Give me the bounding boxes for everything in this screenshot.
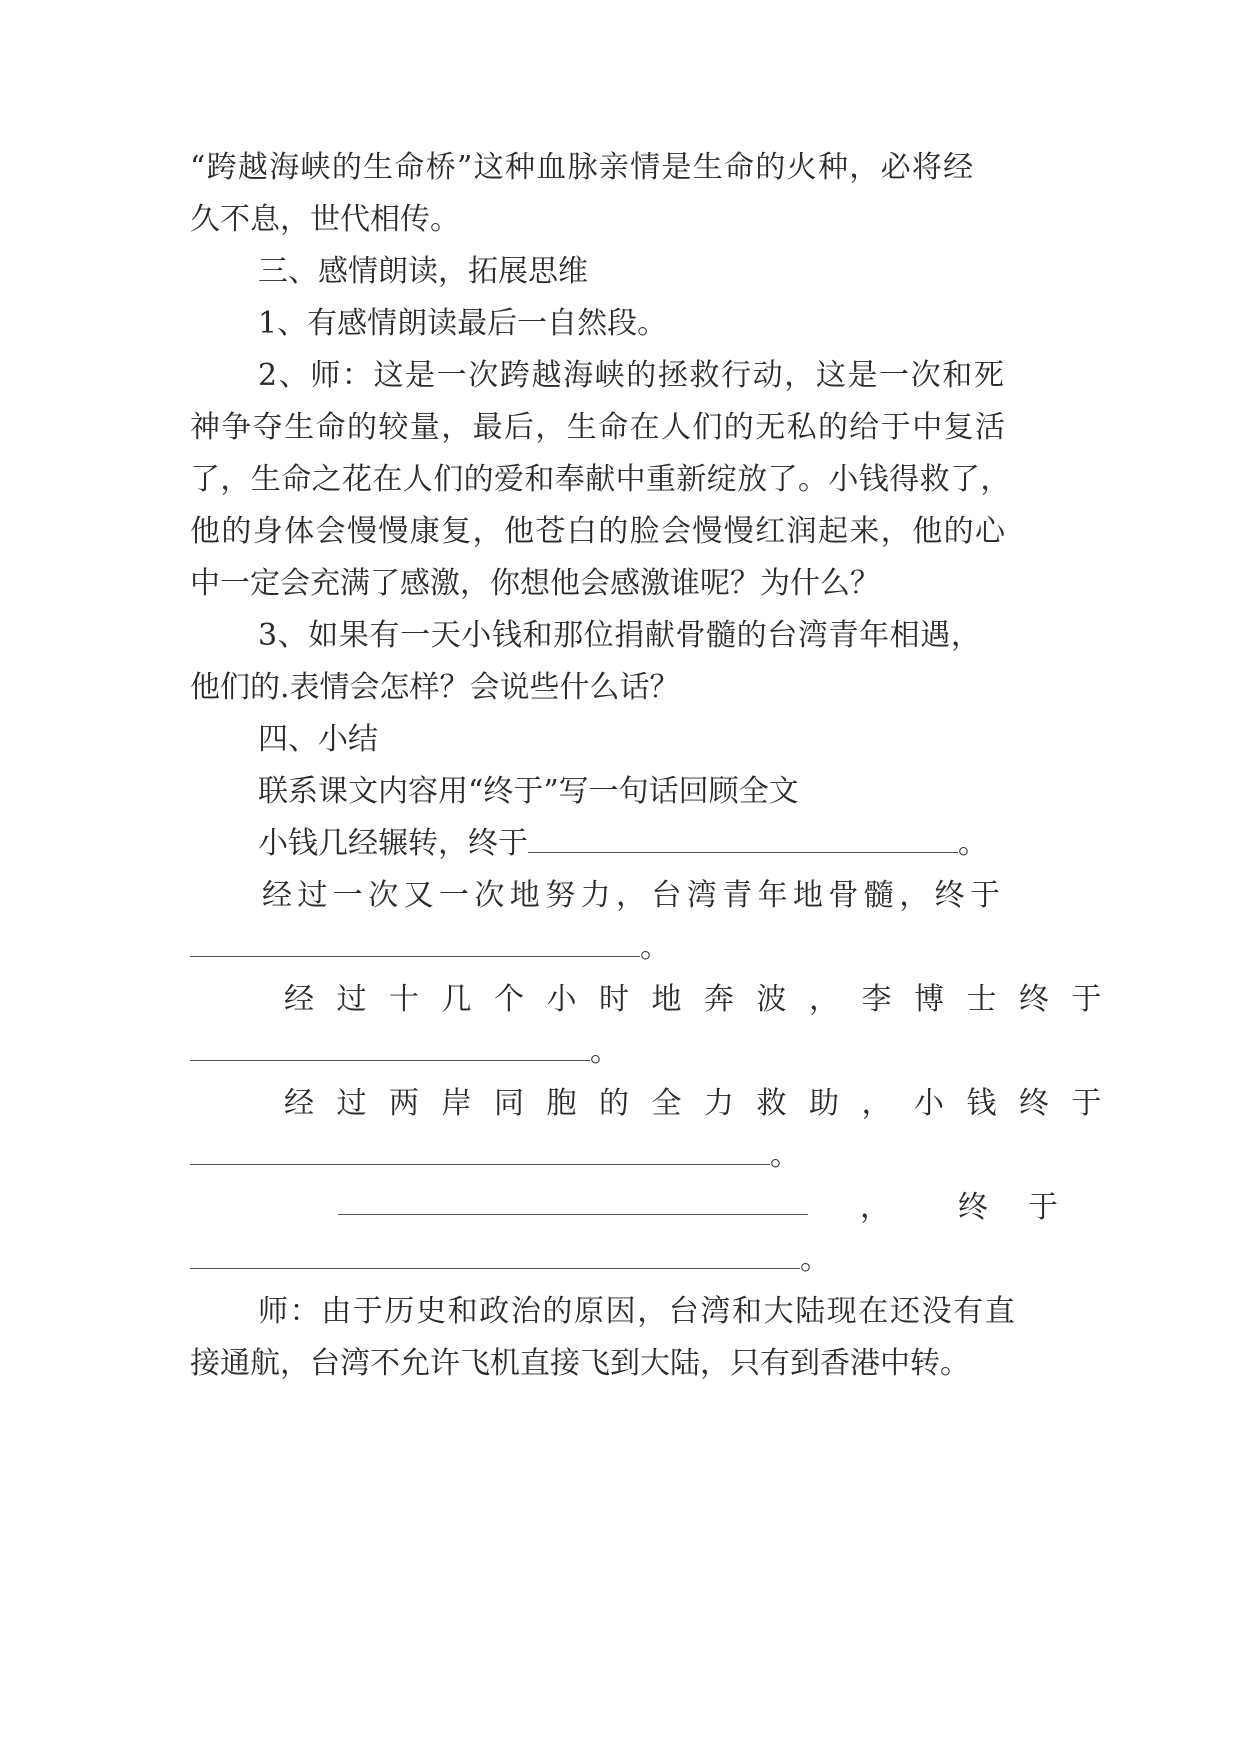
fill-prefix: 小钱几经辗转，终于: [258, 826, 528, 861]
answer-blank[interactable]: [190, 1240, 800, 1269]
section-heading: 三、感情朗读，拓展思维: [258, 254, 588, 289]
paragraph-line: 接通航，台湾不允许飞机直接飞到大陆，只有到香港中转。: [190, 1346, 970, 1381]
teacher-remark: 师：由于历史和政治的原因，台湾和大陆现在还没有直: [258, 1294, 1017, 1329]
paragraph-line: 他的身体会慢慢康复，他苍白的脸会慢慢红润起来，他的心: [190, 514, 1007, 549]
fill-comma: ，: [860, 1190, 890, 1225]
fill-suffix: 。: [800, 1242, 830, 1277]
fill-suffix: 。: [640, 930, 670, 965]
text-line: “跨越海峡的生命桥”这种血脉亲情是生命的火种，必将经: [190, 150, 975, 185]
fill-suffix: 。: [958, 826, 988, 861]
fill-in-line: [258, 822, 1060, 866]
paragraph-line: 他们的.表情会怎样？会说些什么话？: [190, 670, 680, 705]
answer-blank[interactable]: [190, 928, 640, 957]
summary-instruction: 联系课文内容用“终于”写一句话回顾全文: [258, 774, 799, 809]
section-heading: 四、小结: [258, 722, 378, 757]
list-item: 3、如果有一天小钱和那位捐献骨髓的台湾青年相遇，: [258, 618, 982, 653]
paragraph-line: 久不息，世代相传。: [190, 202, 460, 237]
paragraph-line: [190, 146, 1060, 190]
fill-in-line: [190, 926, 670, 970]
fill-suffix: 。: [590, 1034, 620, 1069]
fill-in-line: [190, 1030, 620, 1074]
paragraph-line: 中一定会充满了感激，你想他会感激谁呢？为什么？: [190, 566, 880, 601]
answer-blank[interactable]: [528, 826, 958, 853]
fill-in-line: [190, 1134, 800, 1178]
fill-in-line: 经过两岸同胞的全力救助，小钱终于: [284, 1086, 1124, 1121]
answer-blank[interactable]: [190, 1136, 770, 1165]
fill-in-line: [190, 1238, 830, 1282]
answer-blank[interactable]: [338, 1186, 808, 1215]
answer-blank[interactable]: [190, 1032, 590, 1061]
fill-in-line: 经过一次又一次地努力，台湾青年地骨髓，终于: [262, 878, 1006, 913]
fill-in-line: [190, 1186, 1098, 1230]
paragraph-line: 神争夺生命的较量，最后，生命在人们的无私的给于中复活: [190, 410, 1007, 445]
list-item: 1、有感情朗读最后一自然段。: [258, 306, 668, 341]
fill-in-line: 经过十几个小时地奔波，李博士终于: [284, 982, 1124, 1017]
paragraph-line: 了，生命之花在人们的爱和奉献中重新绽放了。小钱得救了，: [190, 462, 1011, 497]
fill-suffix: 。: [770, 1138, 800, 1173]
fill-word: 终于: [958, 1190, 1098, 1225]
list-item: 2、师：这是一次跨越海峡的拯救行动，这是一次和死: [258, 358, 1006, 393]
